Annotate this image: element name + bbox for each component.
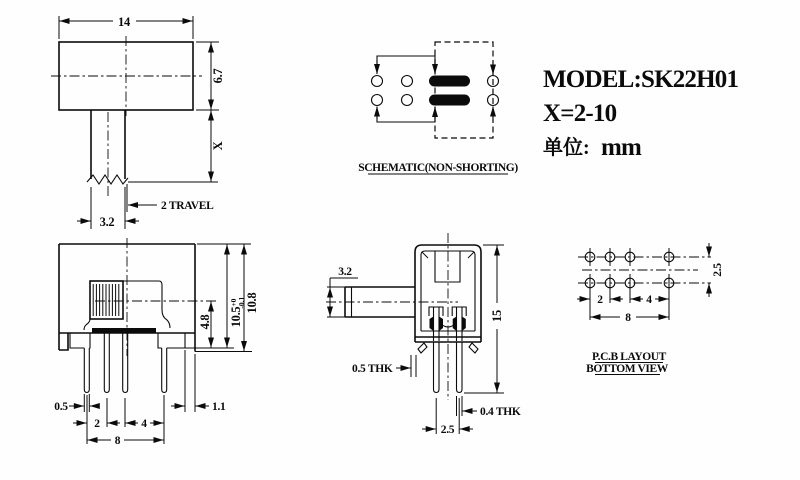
slider-contact-bar — [429, 76, 470, 87]
mount-foot-right — [469, 343, 478, 353]
pcb-caption-line1: P.C.B LAYOUT — [592, 351, 666, 363]
unit-label-prefix: 单位: — [543, 137, 590, 159]
dim-hole-span: 8 — [625, 312, 631, 324]
x-range-label: X=2-10 — [543, 100, 617, 127]
dim-shaft-length: X — [211, 141, 225, 151]
dim-knob-height: 4.8 — [198, 314, 212, 330]
dim-knob-thickness: 3.2 — [338, 266, 352, 278]
dim-pin-thickness: 0.4 THK — [480, 406, 521, 418]
terminal-pin-4 — [162, 348, 167, 393]
mount-leg-left — [70, 333, 84, 348]
mount-leg-right — [158, 333, 162, 348]
contact-slot-left — [429, 307, 443, 316]
dim-travel: 2 TRAVEL — [161, 200, 214, 212]
side-view — [326, 233, 521, 436]
dim-frame-thickness: 0.5 THK — [352, 363, 393, 375]
terminal-pin — [372, 95, 383, 106]
dim-edge-gap: 1.1 — [212, 401, 226, 413]
dim-total-height: 15 — [490, 310, 504, 322]
dim-hole-pitch-large: 4 — [646, 294, 652, 306]
actuator-housing — [123, 281, 170, 328]
dim-hole-pitch-small: 2 — [597, 294, 603, 306]
knob-ribs — [93, 284, 119, 316]
mount-foot-left — [418, 343, 427, 353]
dim-row-pitch: 2.5 — [712, 263, 724, 277]
dim-height-total: 10.8 — [245, 292, 259, 314]
frame-left-tab — [59, 333, 68, 350]
slider-contact-bar — [429, 95, 470, 106]
dim-pin-pitch-large: 4 — [141, 418, 147, 430]
dim-pin-pitch-small: 2 — [94, 418, 100, 430]
schematic-view — [358, 42, 518, 174]
terminal-pin — [402, 95, 413, 106]
dim-knob-width: 3.2 — [99, 215, 115, 229]
moving-contact-box — [435, 42, 493, 138]
terminal-pin — [402, 76, 413, 87]
terminal-pin — [372, 76, 383, 87]
contact-slot-right — [452, 307, 466, 316]
spec-text-block — [543, 66, 738, 161]
terminal-pin-1 — [84, 348, 89, 393]
dim-pin-span: 8 — [114, 435, 121, 447]
unit-label-value: mm — [601, 134, 642, 161]
dim-body-width: 14 — [118, 15, 130, 29]
pcb-layout-view — [577, 243, 724, 375]
front-view — [51, 15, 225, 229]
front-dim-view — [54, 238, 259, 447]
actuator-slot — [435, 251, 460, 282]
schematic-caption: SCHEMATIC(NON-SHORTING) — [358, 162, 518, 174]
dim-body-height: 6.7 — [211, 68, 225, 84]
model-label: MODEL:SK22H01 — [543, 66, 739, 93]
dim-height-toleranced: $10.5^{+0}-0.1$ — [229, 296, 246, 328]
terminal-pin-2 — [104, 333, 109, 393]
insulator-base-band — [92, 328, 156, 333]
terminal-pin-3 — [123, 333, 128, 393]
dim-side-pin-pitch: 2.5 — [440, 424, 455, 436]
break-line-zigzag — [87, 175, 128, 184]
dim-pin-width: 0.5 — [54, 401, 68, 413]
pcb-caption-line2: BOTTOM VIEW — [586, 363, 668, 375]
